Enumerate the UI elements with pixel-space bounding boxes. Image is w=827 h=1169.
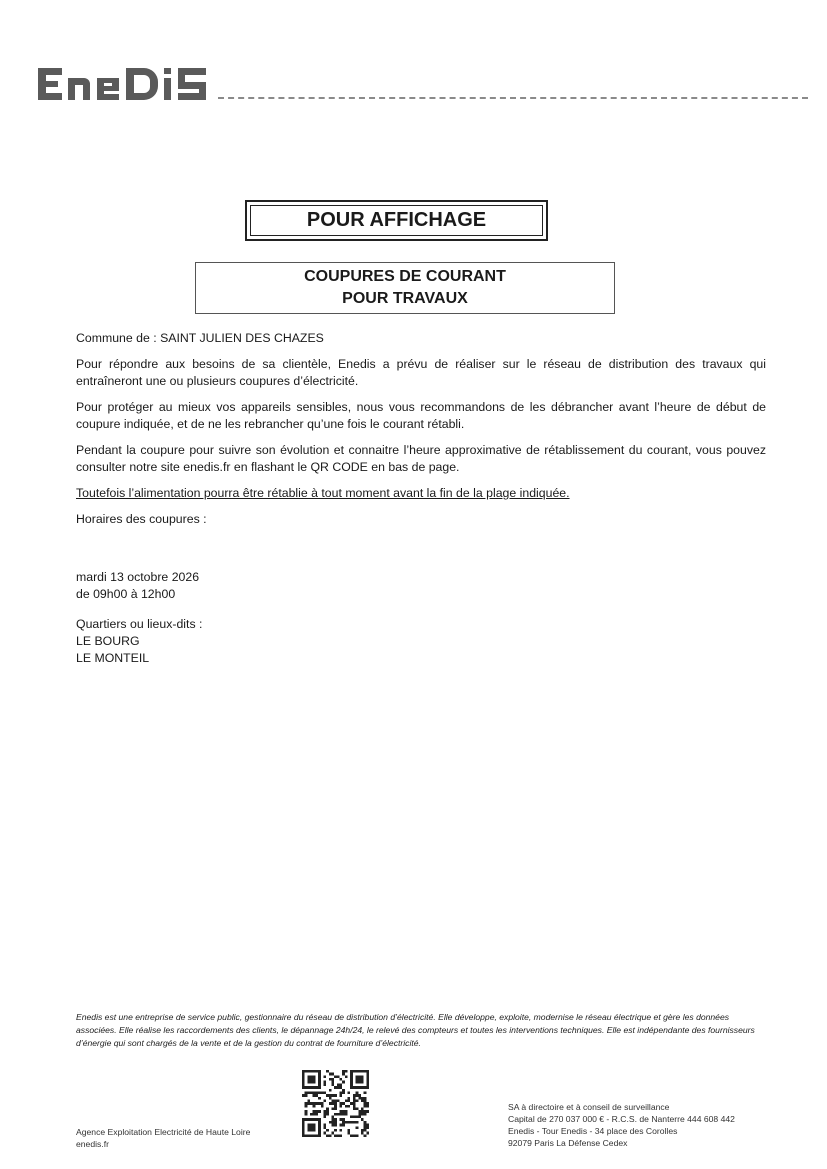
display-notice-box	[245, 200, 548, 241]
legal-notice: Enedis est une entreprise de service public, gestionnaire du réseau de distribution d’électricité. Elle développe, exploite, modernise le réseau électrique et gère les données associées. Elle réalise les raccordements des clients, le dépannage 24h/24, le relevé des compteurs et toutes les interventions techniques. Elle est indépendante des fournisseurs d’énergie qui sont chargés de la vente et de la gestion du contrat de fourniture d’électricité.	[76, 1012, 755, 1048]
subject-line-1: COUPURES DE COURANT	[304, 268, 506, 285]
notice-body	[76, 330, 766, 667]
header-rule	[218, 97, 808, 99]
place-item: LE MONTEIL	[76, 651, 150, 665]
qr-code-icon	[302, 1070, 369, 1137]
enedis-logo	[38, 64, 213, 109]
commune-line	[76, 330, 766, 347]
display-notice-title: POUR AFFICHAGE	[250, 205, 543, 236]
paragraph-tracking: Pendant la coupure pour suivre son évolution et connaitre l’heure approximative de rétablissement du courant, vous pouvez consulter notre site enedis.fr en flashant le QR CODE en bas de page.	[76, 443, 766, 474]
paragraph-intro: Pour répondre aux besoins de sa clientèle, Enedis a prévu de réaliser sur le réseau de distribution des travaux qui entraîneront une ou plusieurs coupures d’électricité.	[76, 357, 766, 388]
schedule-time: de 09h00 à 12h00	[76, 587, 176, 601]
places-label: Quartiers ou lieux-dits :	[76, 617, 203, 631]
subject-box	[195, 262, 615, 314]
company-line: Enedis - Tour Enedis - 34 place des Corolles	[508, 1126, 678, 1136]
paragraph-devices: Pour protéger au mieux vos appareils sensibles, nous vous recommandons de les débrancher avant l’heure de début de coupure indiquée, et de ne les rebrancher qu’une fois le courant rétabli.	[76, 400, 766, 431]
commune-label: Commune de :	[76, 331, 157, 345]
warning-line: Toutefois l’alimentation pourra être rétablie à tout moment avant la fin de la plage indiquée.	[76, 486, 570, 500]
agency-info	[76, 1126, 250, 1150]
agency-name: Agence Exploitation Electricité de Haute Loire	[76, 1127, 251, 1137]
company-info	[508, 1101, 735, 1149]
place-item: LE BOURG	[76, 634, 140, 648]
commune-value: SAINT JULIEN DES CHAZES	[160, 331, 324, 345]
company-line: 92079 Paris La Défense Cedex	[508, 1138, 628, 1148]
schedule-label: Horaires des coupures :	[76, 512, 207, 526]
schedule-date: mardi 13 octobre 2026	[76, 570, 200, 584]
company-line: SA à directoire et à conseil de surveillance	[508, 1102, 670, 1112]
enedis-logo-icon	[38, 64, 213, 104]
agency-website: enedis.fr	[76, 1139, 109, 1149]
company-line: Capital de 270 037 000 € - R.C.S. de Nanterre 444 608 442	[508, 1114, 735, 1124]
subject-line-2: POUR TRAVAUX	[342, 290, 468, 307]
